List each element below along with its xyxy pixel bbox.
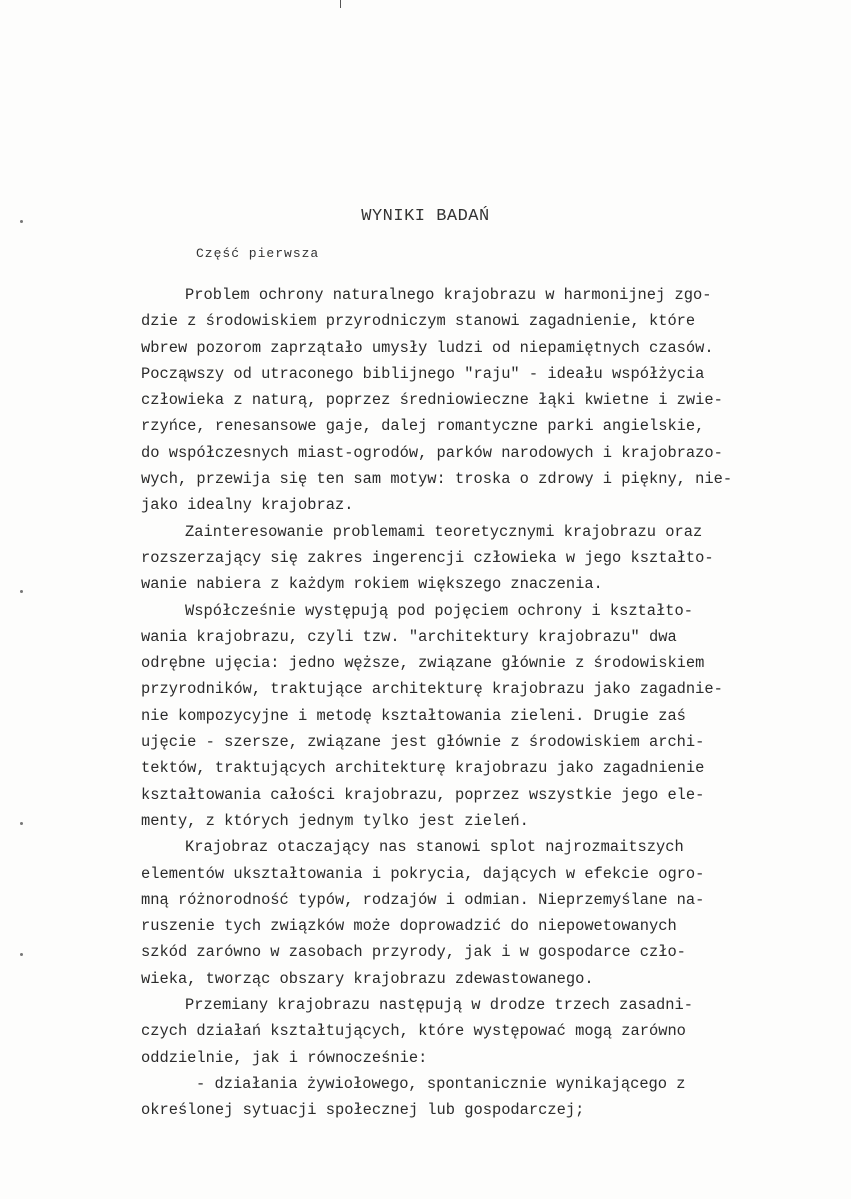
text-line: Począwszy od utraconego biblijnego "raju" - ideału współżycia [141, 364, 705, 383]
text-line: menty, z których jednym tylko jest zieleń. [141, 811, 529, 830]
text-line: określonej sytuacji społecznej lub gospodarczej; [141, 1101, 585, 1120]
text-line: Problem ochrony naturalnego krajobrazu w harmonijnej zgo- [185, 286, 712, 304]
text-line: rzyńce, renesansowe gaje, dalej romantyczne parki angielskie, [141, 417, 705, 436]
text-line: - działania żywiołowego, spontanicznie wynikającego z [196, 1074, 686, 1093]
text-line: Współcześnie występują pod pojęciem ochrony i kształto- [185, 601, 693, 620]
text-line: Krajobraz otaczający nas stanowi splot najrozmaitszych [185, 838, 684, 857]
text-line: ujęcie - szersze, związane jest głównie z środowiskiem archi- [141, 733, 705, 752]
text-line: rozszerzający się zakres ingerencji człowieka w jego kształto- [141, 548, 714, 567]
text-line: wieka, tworząc obszary krajobrazu zdewastowanego. [141, 969, 594, 988]
text-line: dzie z środowiskiem przyrodniczym stanowi zagadnienie, które [141, 312, 696, 331]
text-line: tektów, traktujących architekturę krajobrazu jako zagadnienie [141, 759, 705, 778]
scan-speck [20, 590, 23, 593]
text-line: czych działań kształtujących, które występować mogą zarówno [141, 1022, 686, 1041]
text-line: człowieka z naturą, poprzez średniowieczne łąki kwietne i zwie- [141, 391, 723, 410]
document-body [141, 282, 821, 1124]
text-line: wanie nabiera z każdym rokiem większego znaczenia. [141, 575, 603, 594]
text-line: wych, przewija się ten sam motyw: troska o zdrowy i piękny, nie- [141, 470, 733, 489]
document-title: WYNIKI BADAŃ [361, 207, 490, 226]
text-line: wbrew pozorom zaprzątało umysły ludzi od niepamiętnych czasów. [141, 338, 714, 357]
document-subtitle: Część pierwsza [196, 246, 320, 261]
text-line: szkód zarówno w zasobach przyrody, jak i w gospodarce czło- [141, 943, 686, 962]
scan-speck [20, 822, 23, 825]
text-line: oddzielnie, jak i równocześnie: [141, 1048, 428, 1067]
text-line: Przemiany krajobrazu następują w drodze trzech zasadni- [185, 996, 693, 1015]
scan-mark [340, 0, 341, 8]
text-line: nie kompozycyjne i metodę kształtowania zieleni. Drugie zaś [141, 706, 686, 725]
text-line: elementów ukształtowania i pokrycia, dających w efekcie ogro- [141, 864, 705, 883]
scan-speck [20, 953, 23, 956]
text-line: do współczesnych miast-ogrodów, parków narodowych i krajobrazo- [141, 443, 723, 462]
text-line: przyrodników, traktujące architekturę krajobrazu jako zagadnie- [141, 680, 723, 699]
text-line: jako idealny krajobraz. [141, 496, 354, 515]
text-line: mną różnorodność typów, rodzajów i odmian. Nieprzemyślane na- [141, 890, 705, 909]
text-line: kształtowania całości krajobrazu, poprzez wszystkie jego ele- [141, 785, 705, 804]
text-line: odrębne ujęcia: jedno węższe, związane głównie z środowiskiem [141, 654, 705, 673]
text-line: wania krajobrazu, czyli tzw. "architektury krajobrazu" dwa [141, 627, 677, 646]
text-line: ruszenie tych związków może doprowadzić do niepowetowanych [141, 917, 677, 936]
text-line: Zainteresowanie problemami teoretycznymi krajobrazu oraz [185, 522, 703, 541]
